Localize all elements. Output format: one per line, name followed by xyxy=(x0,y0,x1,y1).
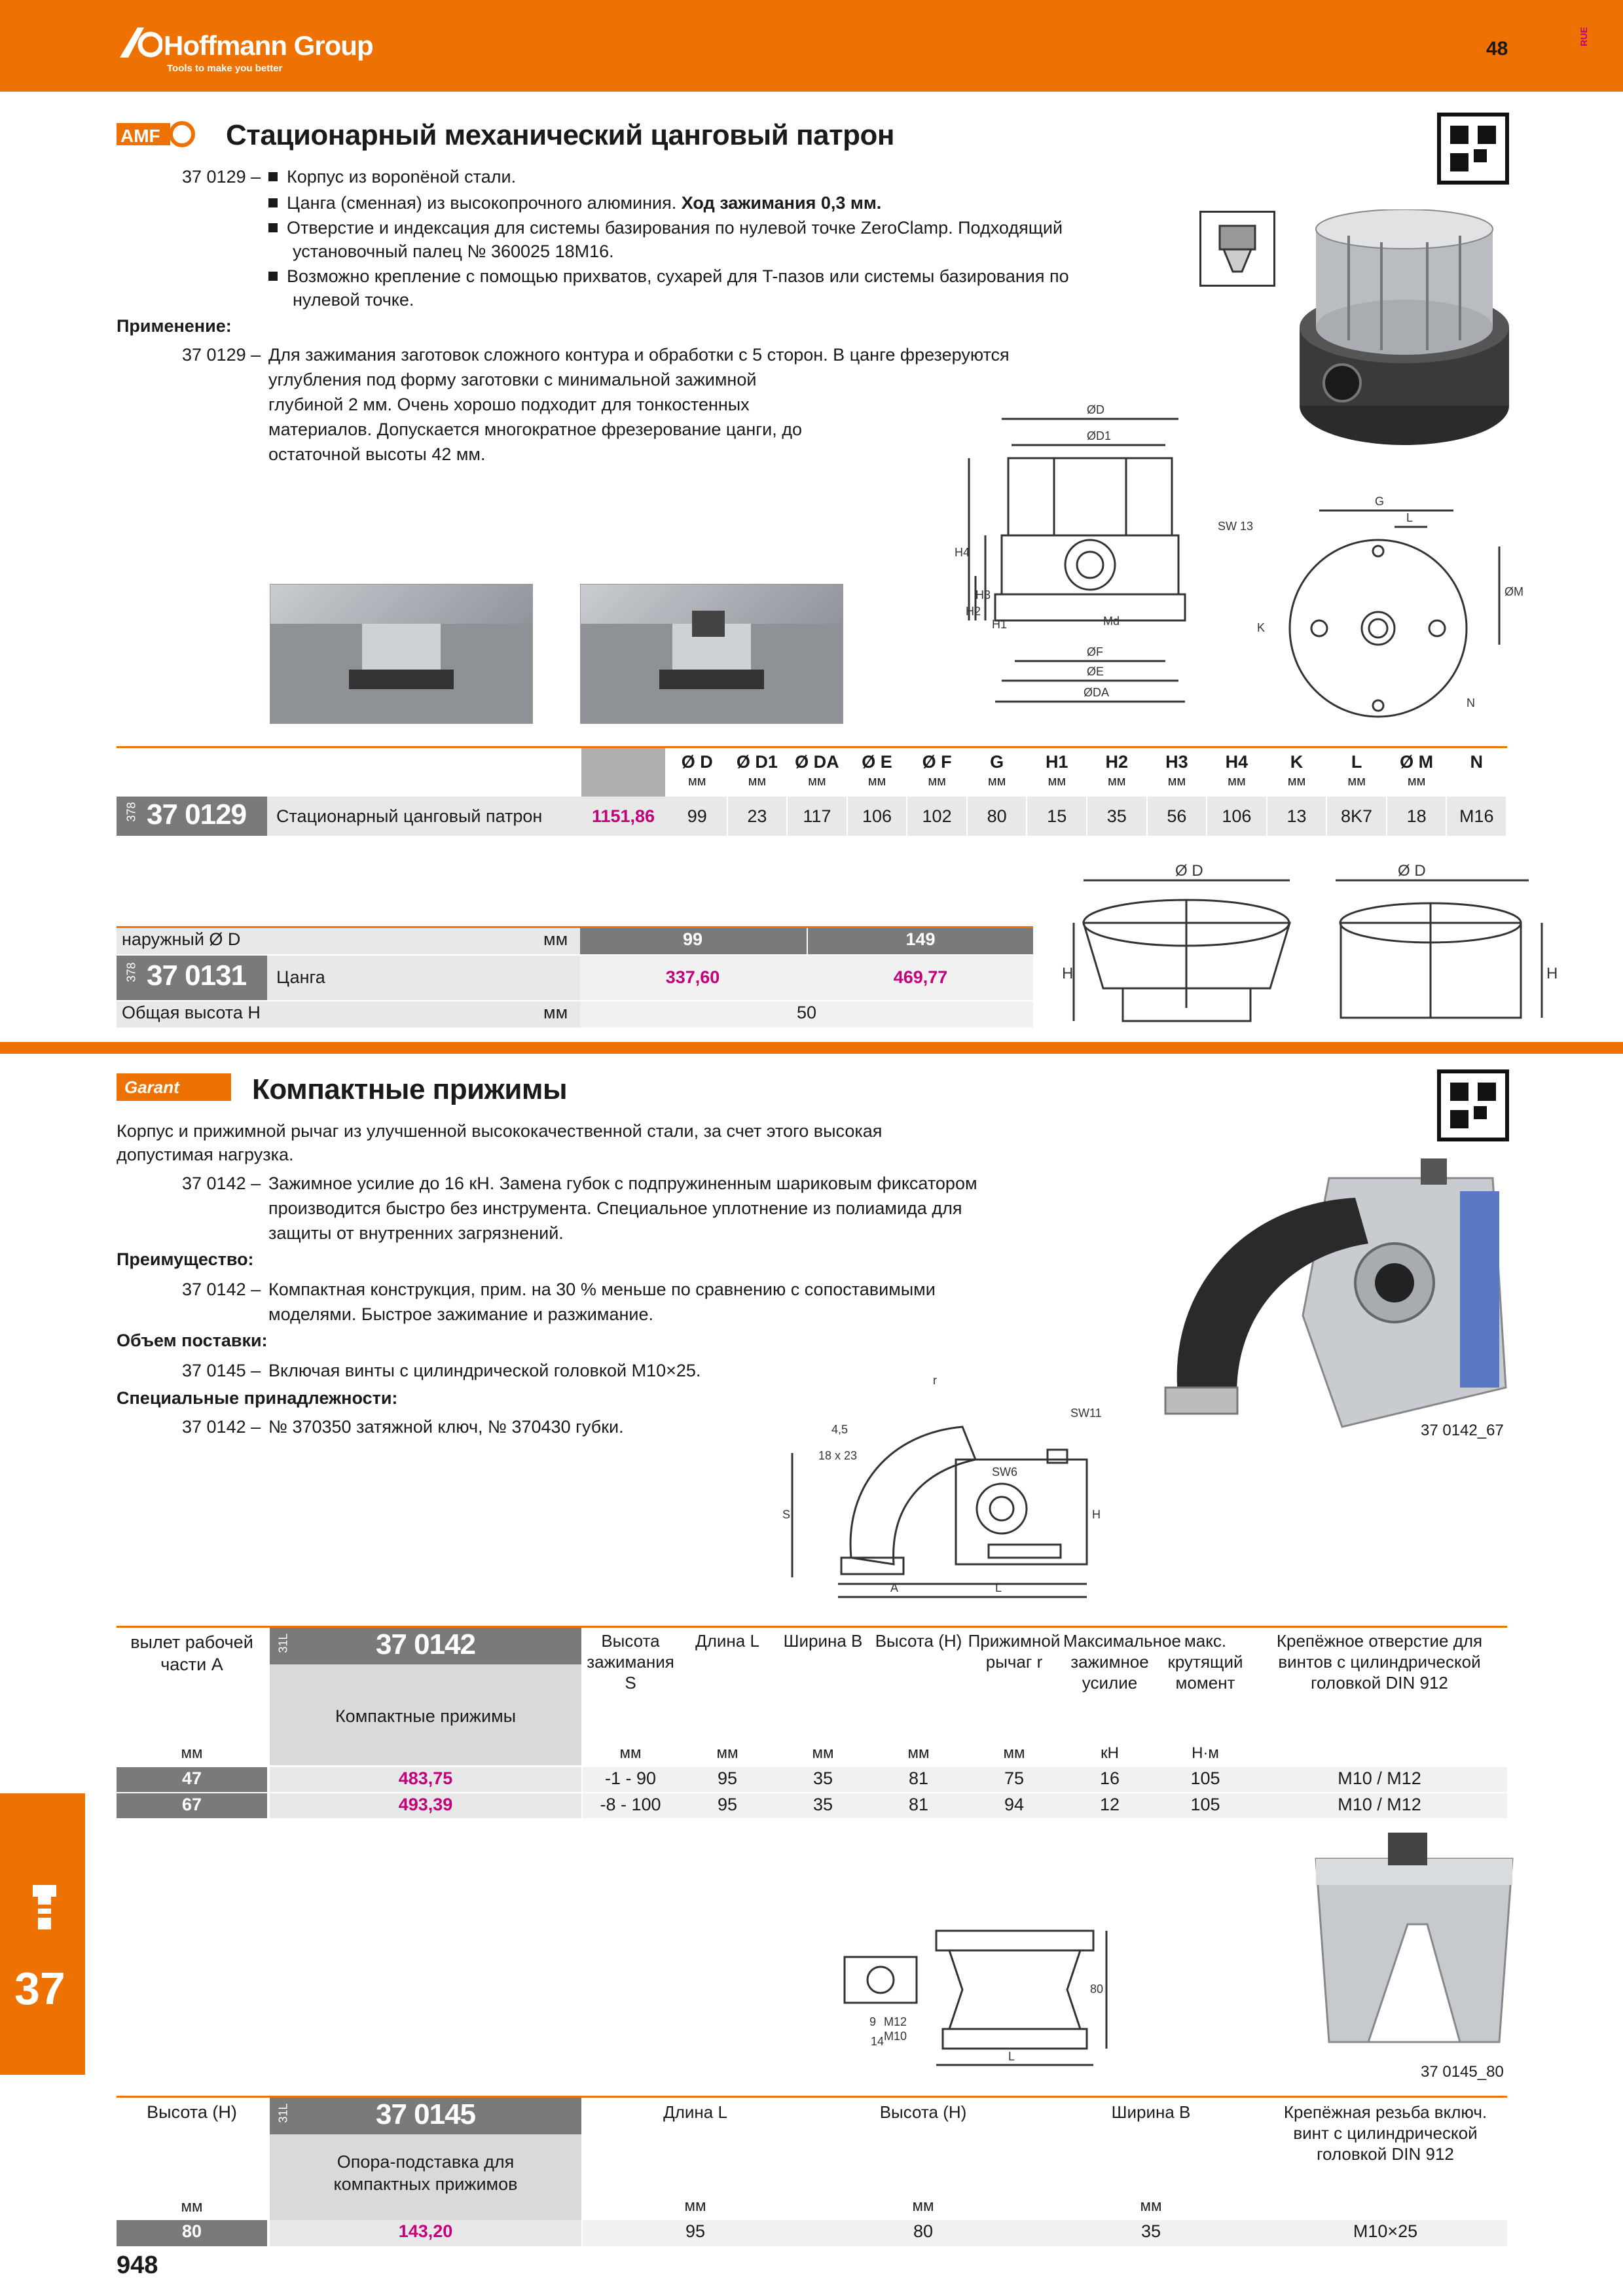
table2-a-value: 47 xyxy=(181,1768,202,1788)
table3-unit-cell: мм xyxy=(912,2197,934,2215)
table2-header-row xyxy=(583,1628,1507,1765)
table2-unit-cell: мм xyxy=(716,1744,739,1762)
table-value-cell: 18 xyxy=(1406,806,1427,826)
table3-unit-cell: мм xyxy=(1140,2197,1162,2215)
table-header-cell: Ø D1 xyxy=(736,752,778,772)
price-header-cell xyxy=(581,748,665,797)
table2-value-cell: 35 xyxy=(812,1768,833,1788)
svg-text:G: G xyxy=(1375,495,1385,508)
collet-article-number[interactable]: 37 0131 xyxy=(147,960,247,992)
table-header-cell: G xyxy=(990,752,1004,772)
bullet-3-cont: установочный палец № 360025 18M16. xyxy=(293,242,614,261)
brand-tagline: Tools to make you better xyxy=(167,63,283,74)
photo-caption-2: 37 0145_80 xyxy=(1421,2063,1504,2081)
table2-value-cell: 105 xyxy=(1190,1795,1220,1814)
table2-value-cell: 81 xyxy=(908,1768,929,1788)
advantage-line-2: моделями. Быстрое зажимание и разжимание. xyxy=(268,1304,653,1324)
intro-line-1: Корпус и прижимной рычаг из улучшенной высококачественной стали, за счет этого высокая xyxy=(117,1121,883,1141)
table-unit-cell: мм xyxy=(987,774,1006,789)
table-header-cell: Ø DA xyxy=(795,752,839,772)
table2-value-cell: -8 - 100 xyxy=(600,1795,661,1814)
hoffmann-logo-icon xyxy=(117,25,162,62)
application-ref: 37 0129 – xyxy=(182,345,261,365)
brand-name: Hoffmann Group xyxy=(164,30,373,61)
delivery-label: Объем поставки: xyxy=(117,1331,268,1350)
table-value-cell: 106 xyxy=(862,806,892,826)
collet-page-ref: 378 xyxy=(124,962,138,982)
outer-d-label: наружный Ø D xyxy=(122,929,241,949)
table3-header-cell: Длина L xyxy=(663,2102,727,2122)
svg-text:K: K xyxy=(1257,621,1266,634)
page-number-top: 48 xyxy=(1486,38,1508,60)
svg-text:80: 80 xyxy=(1090,1982,1104,1996)
outer-d-unit: мм xyxy=(543,929,568,949)
svg-text:AMF: AMF xyxy=(120,126,160,146)
bullet-1: Корпус из ворonёной стали. xyxy=(268,165,516,189)
table2-header-cell: Максимальное зажимное усилие xyxy=(1063,1631,1181,1693)
table-header-cell: Ø F xyxy=(922,752,952,772)
product-description: Стационарный цанговый патрон xyxy=(276,806,543,826)
accessories-line: № 370350 затяжной ключ, № 370430 губки. xyxy=(268,1417,624,1437)
application-line-1: Для зажимания заготовок сложного контура и обработки с 5 сторон. В цанге фрезеруются xyxy=(268,345,1010,365)
table2-value-cell: 16 xyxy=(1099,1768,1120,1788)
table2-value-cell: 95 xyxy=(717,1795,738,1814)
section-divider xyxy=(0,1042,1623,1054)
table-value-cell: 80 xyxy=(987,806,1007,826)
table3-description: Опора-подставка для компактных прижимов xyxy=(333,2152,518,2194)
table-unit-cell: мм xyxy=(867,774,886,789)
table3-unit-cell: мм xyxy=(684,2197,706,2215)
svg-text:ØD: ØD xyxy=(1087,403,1104,416)
table-header-row xyxy=(668,748,1507,797)
table2-value-cell: 81 xyxy=(908,1795,929,1814)
table2-unit0: мм xyxy=(181,1744,203,1762)
svg-text:ØDA: ØDA xyxy=(1084,686,1110,699)
table2-value-cell: M10 / M12 xyxy=(1338,1795,1421,1814)
svg-text:r: r xyxy=(933,1374,937,1387)
table-value-cell: 35 xyxy=(1106,806,1127,826)
article-number[interactable]: 37 0129 xyxy=(147,798,247,831)
svg-text:H4: H4 xyxy=(955,546,970,559)
application-photo-1 xyxy=(270,584,533,724)
collet-description: Цанга xyxy=(276,967,325,987)
height-value: 50 xyxy=(796,1003,817,1022)
chapter-number: 37 xyxy=(14,1963,65,2014)
svg-text:ØM: ØM xyxy=(1504,585,1523,598)
collet-price-149: 469,77 xyxy=(893,967,948,987)
table2-value-cell: 12 xyxy=(1099,1795,1120,1814)
table-header-cell: K xyxy=(1290,752,1304,772)
table-value-cell: 13 xyxy=(1286,806,1307,826)
delivery-ref: 37 0145 – xyxy=(182,1361,261,1380)
table2-value-cell: 95 xyxy=(717,1768,738,1788)
table2-unit-cell: мм xyxy=(1003,1744,1025,1762)
table-value-cell: 23 xyxy=(747,806,767,826)
table3-col0-header: Высота (H) xyxy=(147,2102,237,2122)
svg-text:SW11: SW11 xyxy=(1070,1407,1102,1420)
table2-value-cell: 75 xyxy=(1004,1768,1025,1788)
table-value-cell: 117 xyxy=(803,806,831,826)
table2-header-cell: макс. крутящий момент xyxy=(1167,1631,1243,1693)
table3-value-cell: 80 xyxy=(913,2221,934,2241)
qr-code-icon[interactable] xyxy=(1437,113,1509,185)
compact-clamp-photo xyxy=(1139,1152,1532,1446)
table3-header-cell: Высота (H) xyxy=(879,2102,967,2122)
table2-price: 493,39 xyxy=(398,1795,453,1814)
svg-text:H1: H1 xyxy=(992,618,1008,631)
table-header-cell: N xyxy=(1470,752,1483,772)
table2-header-cell: Ширина B xyxy=(783,1631,863,1651)
table-header-cell: Ø D xyxy=(681,752,713,772)
table2-rows xyxy=(117,1767,1507,1820)
ref-370129: 37 0129 – xyxy=(182,167,261,187)
chapter-icon xyxy=(26,1885,63,1937)
table-value-cell: 56 xyxy=(1167,806,1187,826)
advantage-line-1: Компактная конструкция, прим. на 30 % меньше по сравнению с сопоставимыми xyxy=(268,1280,936,1299)
table2-page-ref: 31L xyxy=(276,1633,290,1653)
svg-text:H: H xyxy=(1546,965,1558,982)
table2-unit-cell: мм xyxy=(619,1744,642,1762)
svg-text:L: L xyxy=(995,1581,1002,1594)
section-title-collet-chuck: Стационарный механический цанговый патрон xyxy=(226,119,894,151)
support-photo xyxy=(1303,1833,1525,2055)
collet-drawing xyxy=(1054,857,1565,1034)
table3-values xyxy=(583,2220,1507,2246)
table-header-cell: Ø M xyxy=(1400,752,1434,772)
table2-unit-cell: кН xyxy=(1101,1744,1119,1762)
application-label: Применение: xyxy=(117,316,232,336)
table3-header-cell: Крепёжная резьба включ. винт с цилиндрической головкой DIN 912 xyxy=(1283,2102,1487,2164)
table-header-cell: L xyxy=(1351,752,1362,772)
accessories-label: Специальные принадлежности: xyxy=(117,1388,398,1408)
svg-text:ØF: ØF xyxy=(1087,645,1103,658)
svg-text:9: 9 xyxy=(869,2015,877,2028)
table-value-cell: 106 xyxy=(1222,806,1252,826)
item-line-2: производится быстро без инструмента. Специальное уплотнение из полиамида для xyxy=(268,1198,962,1218)
advantage-ref: 37 0142 – xyxy=(182,1280,261,1299)
collet-size-99: 99 xyxy=(682,929,703,949)
table3-header-cell: Ширина B xyxy=(1111,2102,1191,2122)
application-line-2: углубления под форму заготовки с минимальной зажимной xyxy=(268,370,757,389)
table2-header-cell: Крепёжное отверстие для винтов с цилиндрической головкой DIN 912 xyxy=(1276,1631,1483,1693)
table3-article-number[interactable]: 37 0145 xyxy=(375,2098,476,2130)
accessories-ref: 37 0142 – xyxy=(182,1417,261,1437)
svg-text:L: L xyxy=(1406,511,1413,524)
svg-text:S: S xyxy=(782,1508,791,1521)
collet-price-99: 337,60 xyxy=(665,967,720,987)
table2-unit-cell: мм xyxy=(907,1744,930,1762)
svg-text:ØD1: ØD1 xyxy=(1087,429,1112,442)
garant-logo: Garant xyxy=(117,1073,231,1101)
amf-logo xyxy=(117,120,195,149)
delivery-line: Включая винты с цилиндрической головкой M10×25. xyxy=(268,1361,701,1380)
application-photo-2 xyxy=(580,584,843,724)
svg-text:18 x 23: 18 x 23 xyxy=(818,1449,858,1462)
table-unit-cell: мм xyxy=(1167,774,1186,789)
svg-text:ØE: ØE xyxy=(1087,665,1104,678)
table2-header-cell: Прижимной рычаг r xyxy=(968,1631,1061,1672)
table2-a-value: 67 xyxy=(181,1795,202,1814)
svg-text:N: N xyxy=(1467,696,1475,709)
svg-text:M10: M10 xyxy=(884,2030,907,2043)
item-line-1: Зажимное усилие до 16 кН. Замена губок с подпружиненным шариковым фиксатором xyxy=(268,1174,977,1193)
table3-h-value: 80 xyxy=(181,2221,202,2241)
table2-value-cell: 105 xyxy=(1190,1768,1220,1788)
table-unit-cell: мм xyxy=(1407,774,1426,789)
height-unit: мм xyxy=(543,1003,568,1022)
svg-text:Md: Md xyxy=(1103,615,1120,628)
table-unit-cell: мм xyxy=(688,774,706,789)
collet-symbol-icon xyxy=(1199,211,1275,287)
table2-header-cell: Высота зажимания S xyxy=(587,1631,674,1693)
table3-value-cell: 35 xyxy=(1140,2221,1161,2241)
application-line-4: материалов. Допускается многократное фрезерование цанги, до xyxy=(268,420,803,439)
svg-text:Ø D: Ø D xyxy=(1175,862,1203,880)
bullet-4: Возможно крепление с помощью прихватов, сухарей для T-пазов или системы базирования по xyxy=(268,264,1069,289)
table3-value-cell: 95 xyxy=(685,2221,706,2241)
table2-header-cell: Длина L xyxy=(695,1631,759,1651)
column-divider xyxy=(1506,797,1507,836)
price: 1151,86 xyxy=(591,806,655,826)
svg-text:4,5: 4,5 xyxy=(831,1423,848,1436)
svg-text:H: H xyxy=(1092,1508,1101,1521)
table-header-cell: H1 xyxy=(1045,752,1068,772)
photo-caption-1: 37 0142_67 xyxy=(1421,1422,1504,1439)
table2-unit-cell: мм xyxy=(812,1744,834,1762)
table-values xyxy=(668,797,1507,836)
svg-text:H2: H2 xyxy=(966,605,981,618)
svg-text:SW 13: SW 13 xyxy=(1218,520,1254,533)
table-value-cell: 8K7 xyxy=(1341,806,1373,826)
table2-value-cell: 94 xyxy=(1004,1795,1025,1814)
collet-chuck-drawing xyxy=(877,380,1539,733)
section-title-compact-clamps: Компактные прижимы xyxy=(252,1073,568,1105)
table2-article-number[interactable]: 37 0142 xyxy=(375,1628,476,1660)
page-ref: 378 xyxy=(124,802,138,822)
bullet-4-cont: нулевой точке. xyxy=(293,290,414,310)
table-unit-cell: мм xyxy=(1048,774,1066,789)
table3-header-row xyxy=(583,2098,1507,2226)
collet-size-149: 149 xyxy=(905,929,936,949)
table-value-cell: 102 xyxy=(922,806,952,826)
svg-text:SW6: SW6 xyxy=(992,1465,1018,1479)
compact-clamp-drawing xyxy=(779,1361,1146,1610)
table2-value-cell: M10 / M12 xyxy=(1338,1768,1421,1788)
application-line-5: остаточной высоты 42 мм. xyxy=(268,444,486,464)
table3-value-cell: M10×25 xyxy=(1353,2221,1418,2241)
table-unit-cell: мм xyxy=(748,774,767,789)
table-unit-cell: мм xyxy=(928,774,946,789)
advantage-label: Преимущество: xyxy=(117,1249,254,1269)
support-drawing xyxy=(831,1911,1133,2075)
table2-description: Компактные прижимы xyxy=(335,1706,517,1726)
svg-text:14: 14 xyxy=(871,2035,884,2048)
table-value-cell: 99 xyxy=(687,806,707,826)
table3-price: 143,20 xyxy=(398,2221,453,2241)
svg-text:M12: M12 xyxy=(884,2015,907,2028)
table-unit-cell: мм xyxy=(1347,774,1366,789)
table-value-cell: 15 xyxy=(1047,806,1067,826)
table-unit-cell: мм xyxy=(1287,774,1306,789)
svg-text:Ø D: Ø D xyxy=(1398,862,1426,880)
table-unit-cell: мм xyxy=(1108,774,1126,789)
height-label: Общая высота H xyxy=(122,1003,261,1022)
table-header-cell: H3 xyxy=(1165,752,1188,772)
table-unit-cell: мм xyxy=(808,774,826,789)
svg-text:H3: H3 xyxy=(976,588,991,601)
item-ref: 37 0142 – xyxy=(182,1174,261,1193)
table2-price: 483,75 xyxy=(398,1768,453,1788)
qr-code-icon-2[interactable] xyxy=(1437,1069,1509,1141)
table2-col0-header: вылет рабочей части A xyxy=(130,1632,253,1674)
table3-page-ref: 31L xyxy=(276,2103,290,2123)
table-header-cell: H2 xyxy=(1105,752,1129,772)
svg-text:A: A xyxy=(890,1581,899,1594)
bullet-3: Отверстие и индексация для системы базирования по нулевой точке ZeroClamp. Подходящий xyxy=(268,216,1063,240)
table3-unit0: мм xyxy=(181,2198,203,2215)
application-line-3: глубиной 2 мм. Очень хорошо подходит для тонкостенных xyxy=(268,395,750,414)
table2-header-cell: Высота (H) xyxy=(875,1631,962,1651)
table2-value-cell: 35 xyxy=(812,1795,833,1814)
table2-value-cell: -1 - 90 xyxy=(604,1768,657,1788)
item-line-3: защиты от внутренних загрязнений. xyxy=(268,1223,564,1243)
svg-text:L: L xyxy=(1008,2050,1015,2063)
page-number: 948 xyxy=(117,2251,158,2279)
table2-unit-cell: Н·м xyxy=(1192,1744,1219,1762)
language-code: RUE xyxy=(1578,27,1589,46)
svg-text:H: H xyxy=(1062,965,1074,982)
bullet-2: Цанга (сменная) из высокопрочного алюминия. Ход зажимания 0,3 мм. xyxy=(268,191,881,215)
table-unit-cell: мм xyxy=(1228,774,1246,789)
table-value-cell: M16 xyxy=(1459,806,1494,826)
table-header-cell: H4 xyxy=(1225,752,1249,772)
intro-line-2: допустимая нагрузка. xyxy=(117,1145,294,1164)
table-header-cell: Ø E xyxy=(862,752,892,772)
